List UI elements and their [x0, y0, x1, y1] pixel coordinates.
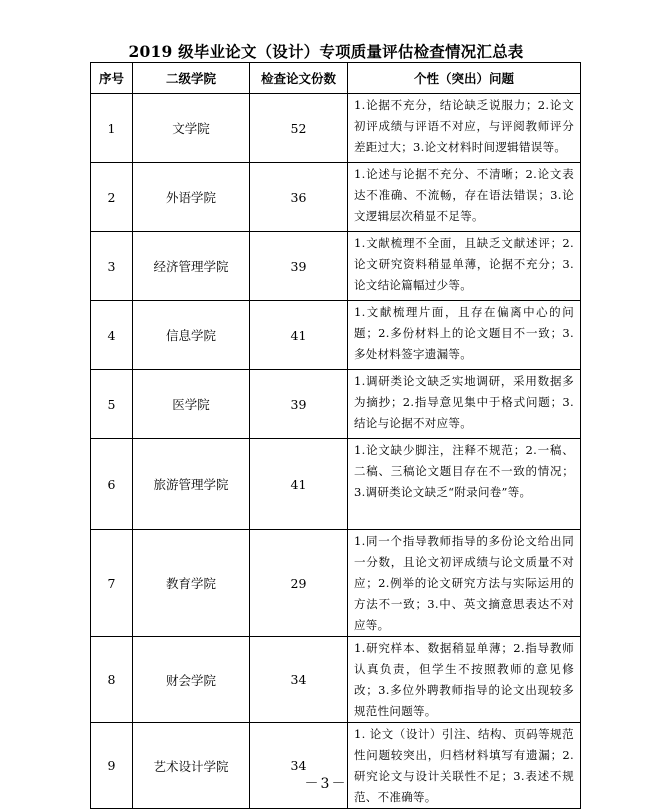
summary-table	[90, 62, 581, 809]
row-index: 4	[91, 301, 133, 370]
row-issues: 1.论据不充分，结论缺乏说服力；2.论文初评成绩与评语不对应，与评阅教师评分差距过大；3.论文材料时间逻辑错误等。	[348, 94, 581, 163]
table-row	[91, 530, 581, 637]
page-number: －3－	[304, 776, 348, 792]
row-count: 36	[250, 163, 348, 232]
row-issues: 1.论述与论据不充分、不清晰；2.论文表达不准确、不流畅，存在语法错误；3.论文逻辑层次稍显不足等。	[348, 163, 581, 232]
table-row	[91, 723, 581, 809]
row-college: 教育学院	[133, 530, 250, 637]
row-college: 财会学院	[133, 637, 250, 723]
row-issues: 1.同一个指导教师指导的多份论文给出同一分数，且论文初评成绩与论文质量不对应；2.例举的论文研究方法与实际运用的方法不一致；3.中、英文摘意思表达不对应等。	[348, 530, 581, 637]
row-college: 艺术设计学院	[133, 723, 250, 809]
table-row	[91, 439, 581, 530]
row-index: 1	[91, 94, 133, 163]
row-index: 8	[91, 637, 133, 723]
header-college: 二级学院	[133, 63, 250, 94]
table-row	[91, 232, 581, 301]
row-index: 6	[91, 439, 133, 530]
row-college: 经济管理学院	[133, 232, 250, 301]
row-index: 7	[91, 530, 133, 637]
row-issues: 1.调研类论文缺乏实地调研，采用数据多为摘抄；2.指导意见集中于格式问题；3.结论与论据不对应等。	[348, 370, 581, 439]
row-index: 2	[91, 163, 133, 232]
row-issues: 1.文献梳理片面，且存在偏离中心的问题；2.多份材料上的论文题目不一致；3.多处材料签字遗漏等。	[348, 301, 581, 370]
row-college: 外语学院	[133, 163, 250, 232]
row-count: 39	[250, 370, 348, 439]
table-row	[91, 94, 581, 163]
row-count: 41	[250, 439, 348, 530]
row-issues: 1.研究样本、数据稍显单薄；2.指导教师认真负责，但学生不按照教师的意见修改；3.多位外聘教师指导的论文出现较多规范性问题等。	[348, 637, 581, 723]
row-index: 9	[91, 723, 133, 809]
row-college: 信息学院	[133, 301, 250, 370]
row-count: 52	[250, 94, 348, 163]
row-index: 3	[91, 232, 133, 301]
row-college: 文学院	[133, 94, 250, 163]
table-row	[91, 370, 581, 439]
row-college: 旅游管理学院	[133, 439, 250, 530]
row-count: 34	[250, 637, 348, 723]
header-count: 检查论文份数	[250, 63, 348, 94]
row-count: 41	[250, 301, 348, 370]
row-issues: 1.文献梳理不全面，且缺乏文献述评；2.论文研究资料稍显单薄，论据不充分；3.论文结论篇幅过少等。	[348, 232, 581, 301]
table-row	[91, 637, 581, 723]
row-issues: 1. 论文（设计）引注、结构、页码等规范性问题较突出，归档材料填写有遗漏；2.研究论文与设计关联性不足；3.表述不规范、不准确等。	[348, 723, 581, 809]
row-index: 5	[91, 370, 133, 439]
table-row	[91, 163, 581, 232]
header-issues: 个性（突出）问题	[348, 63, 581, 94]
row-count: 39	[250, 232, 348, 301]
row-college: 医学院	[133, 370, 250, 439]
header-index: 序号	[91, 63, 133, 94]
row-issues: 1.论文缺少脚注，注释不规范；2.一稿、二稿、三稿论文题目存在不一致的情况；3.调研类论文缺乏“附录问卷”等。	[348, 439, 581, 530]
row-count: 29	[250, 530, 348, 637]
document-title: 2019 级毕业论文（设计）专项质量评估检查情况汇总表	[128, 42, 524, 61]
table-header-row	[91, 63, 581, 94]
table-row	[91, 301, 581, 370]
row-count: 34	[250, 723, 348, 809]
